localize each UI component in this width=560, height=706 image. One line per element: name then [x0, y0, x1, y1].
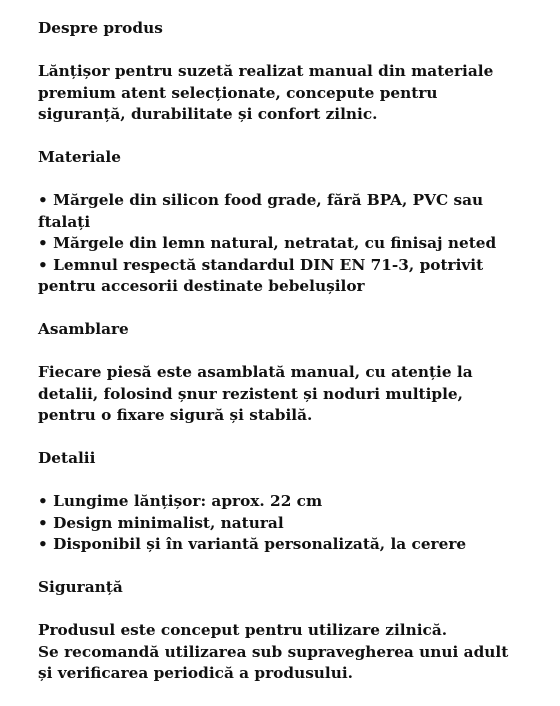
section-heading-despre-produs [38, 18, 538, 40]
heading-text: Asamblare [38, 320, 129, 338]
section-body-materiale [38, 190, 538, 298]
section-body-detalii [38, 491, 538, 556]
bullet-line: pentru accesorii destinate bebelușilor [38, 277, 365, 295]
bullet-line: • Mărgele din lemn natural, netratat, cu finisaj neted [38, 234, 497, 252]
bullet-line: • Disponibil și în variantă personalizată, la cerere [38, 535, 467, 553]
bullet-line: • Design minimalist, natural [38, 513, 284, 532]
body-line: și verificarea periodică a produsului. [38, 664, 353, 682]
section-heading-materiale [38, 147, 538, 169]
body-line: pentru o fixare sigură și stabilă. [38, 406, 313, 424]
bullet-line: • Lungime lănțișor: aprox. 22 cm [38, 492, 323, 510]
section-body-asamblare [38, 362, 538, 427]
bullet-line: • Mărgele din silicon food grade, fără BPA, PVC sau [38, 191, 484, 209]
section-heading-asamblare [38, 319, 538, 341]
product-description [38, 18, 538, 706]
body-line: premium atent selecționate, concepute pentru [38, 83, 438, 102]
body-line: siguranță, durabilitate și confort zilnic. [38, 105, 378, 123]
body-line: Produsul este conceput pentru utilizare zilnică. [38, 621, 448, 639]
section-body-despre-produs [38, 61, 538, 126]
bullet-line: • Lemnul respectă standardul DIN EN 71-3, potrivit [38, 255, 484, 274]
bullet-line: ftalați [38, 212, 91, 231]
body-line: detalii, folosind șnur rezistent și noduri multiple, [38, 384, 463, 403]
body-line: Fiecare piesă este asamblată manual, cu atenție la [38, 363, 473, 381]
heading-text: Siguranță [38, 578, 123, 596]
heading-text: Detalii [38, 449, 96, 467]
body-line: Lănțișor pentru suzetă realizat manual din materiale [38, 62, 494, 80]
heading-text: Materiale [38, 148, 121, 166]
section-heading-siguranta [38, 577, 538, 599]
heading-text: Despre produs [38, 19, 163, 37]
section-body-siguranta [38, 620, 538, 685]
body-line: Se recomandă utilizarea sub supravegherea unui adult [38, 642, 509, 661]
section-heading-detalii [38, 448, 538, 470]
